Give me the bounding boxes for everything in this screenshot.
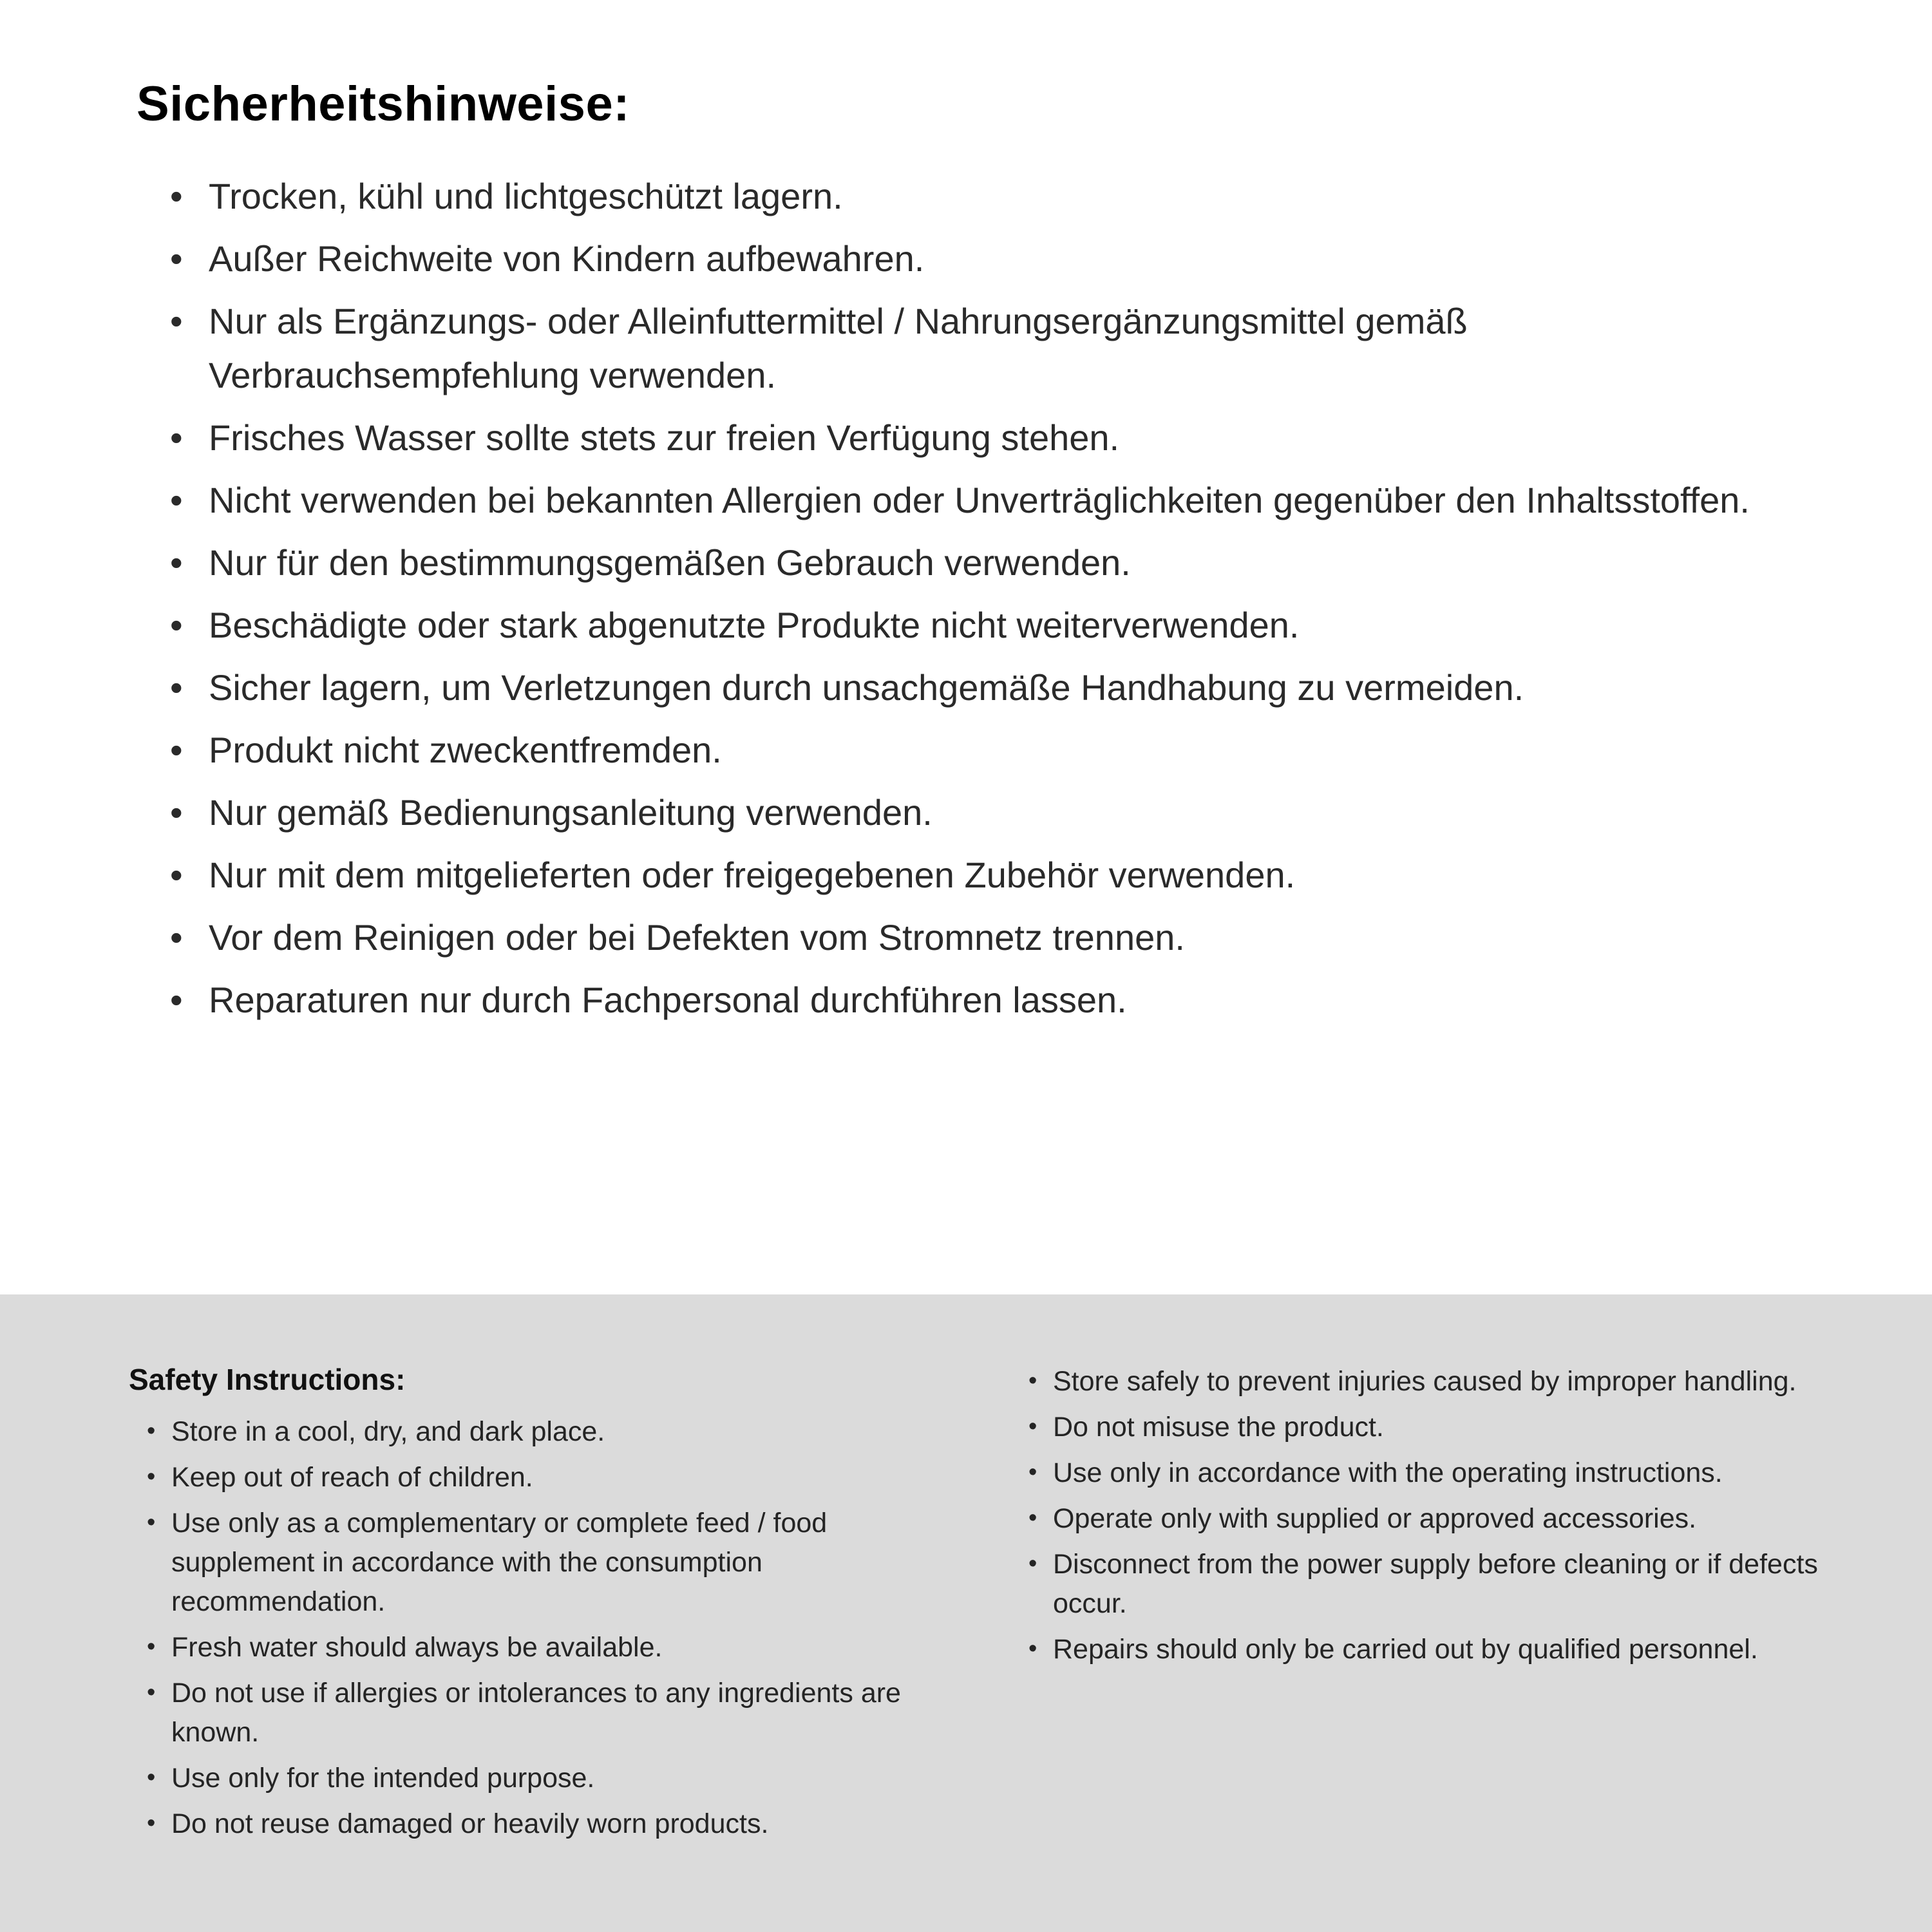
german-list-item: • Trocken, kühl und lichtgeschützt lagern. — [170, 169, 1803, 223]
english-list-item: • Use only in accordance with the operating instructions. — [1027, 1454, 1832, 1493]
english-list-item: • Store in a cool, dry, and dark place. — [146, 1412, 966, 1452]
german-list-item: • Produkt nicht zweckentfremden. — [170, 723, 1803, 777]
german-safety-list — [137, 169, 1803, 1027]
german-list-item: • Nur gemäß Bedienungsanleitung verwenden. — [170, 786, 1803, 840]
english-left-column — [129, 1362, 966, 1932]
english-list-item: • Do not reuse damaged or heavily worn products. — [146, 1804, 966, 1844]
english-list-item: • Repairs should only be carried out by qualified personnel. — [1027, 1630, 1832, 1669]
german-list-item: • Nicht verwenden bei bekannten Allergien oder Unverträglichkeiten gegenüber den Inhaltsstoffen. — [170, 473, 1803, 527]
german-section-title: Sicherheitshinweise: — [137, 77, 630, 131]
german-list-item: • Beschädigte oder stark abgenutzte Produkte nicht weiterverwenden. — [170, 598, 1803, 652]
german-list-item: • Reparaturen nur durch Fachpersonal durchführen lassen. — [170, 973, 1803, 1027]
english-list-item: • Operate only with supplied or approved accessories. — [1027, 1499, 1832, 1539]
german-list-item: • Vor dem Reinigen oder bei Defekten vom Stromnetz trennen. — [170, 911, 1803, 965]
english-list-item: • Store safely to prevent injuries caused by improper handling. — [1027, 1362, 1832, 1401]
english-list-item: • Disconnect from the power supply before cleaning or if defects occur. — [1027, 1545, 1832, 1624]
german-list-item: • Frisches Wasser sollte stets zur freien Verfügung stehen. — [170, 411, 1803, 465]
german-list-item: • Außer Reichweite von Kindern aufbewahren. — [170, 232, 1803, 286]
german-list-item: • Nur als Ergänzungs- oder Alleinfuttermittel / Nahrungsergänzungsmittel gemäß Verbrauchsempfehlung verwenden. — [170, 294, 1803, 402]
english-safety-list-left — [129, 1412, 966, 1844]
english-list-item: • Do not misuse the product. — [1027, 1408, 1832, 1447]
german-list-item: • Sicher lagern, um Verletzungen durch unsachgemäße Handhabung zu vermeiden. — [170, 661, 1803, 715]
english-list-item: • Use only for the intended purpose. — [146, 1759, 966, 1798]
german-list-item: • Nur mit dem mitgelieferten oder freigegebenen Zubehör verwenden. — [170, 848, 1803, 902]
english-list-item: • Fresh water should always be available. — [146, 1628, 966, 1667]
english-right-column — [1027, 1362, 1832, 1932]
english-list-item: • Do not use if allergies or intolerances to any ingredients are known. — [146, 1674, 966, 1752]
english-safety-section — [0, 1294, 1932, 1932]
german-list-item: • Nur für den bestimmungsgemäßen Gebrauch verwenden. — [170, 536, 1803, 590]
english-safety-list-right — [1027, 1362, 1832, 1669]
english-section-title: Safety Instructions: — [129, 1363, 406, 1396]
english-list-item: • Use only as a complementary or complete feed / food supplement in accordance with the consumption recommendation. — [146, 1504, 966, 1622]
english-list-item: • Keep out of reach of children. — [146, 1458, 966, 1497]
